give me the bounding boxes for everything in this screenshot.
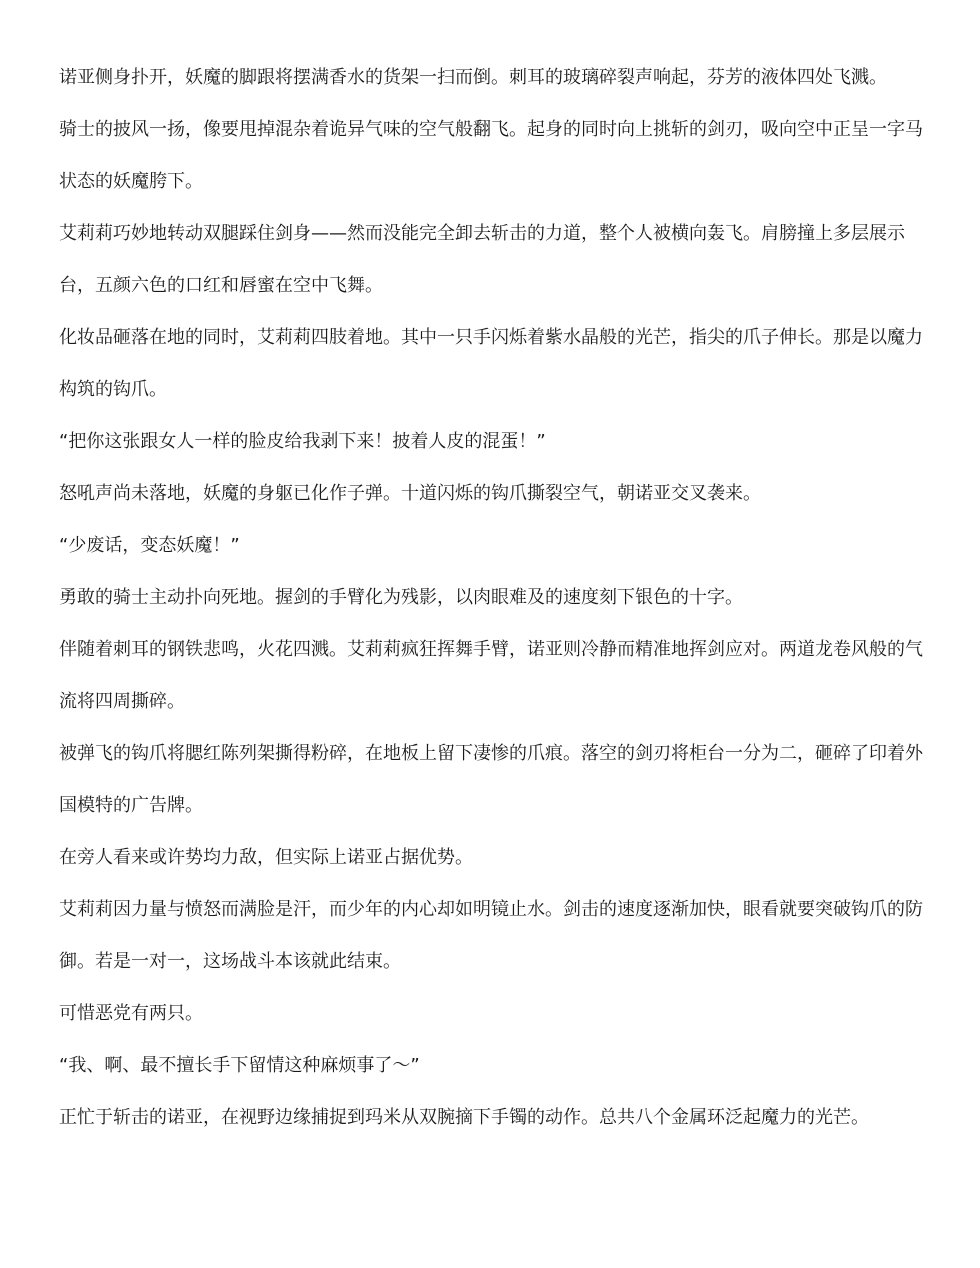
dialogue-line: “少废话，变态妖魔！” bbox=[59, 535, 240, 556]
paragraph: 在旁人看来或许势均力敌，但实际上诺亚占据优势。 bbox=[59, 847, 473, 868]
document-body bbox=[59, 62, 923, 1144]
paragraph: 可惜恶党有两只。 bbox=[59, 1003, 203, 1024]
paragraph: 骑士的披风一扬，像要甩掉混杂着诡异气味的空气般翻飞。起身的同时向上挑斩的剑刃，吸向空中正呈一字马状态的妖魔胯下。 bbox=[59, 119, 923, 192]
paragraph: 正忙于斩击的诺亚，在视野边缘捕捉到玛米从双腕摘下手镯的动作。总共八个金属环泛起魔力的光芒。 bbox=[59, 1107, 869, 1128]
dialogue-line: “我、啊、最不擅长手下留情这种麻烦事了～” bbox=[59, 1055, 420, 1076]
dialogue-line: “把你这张跟女人一样的脸皮给我剥下来！披着人皮的混蛋！” bbox=[59, 431, 546, 452]
paragraph: 诺亚侧身扑开，妖魔的脚跟将摆满香水的货架一扫而倒。刺耳的玻璃碎裂声响起，芬芳的液体四处飞溅。 bbox=[59, 67, 887, 88]
paragraph: 艾莉莉因力量与愤怒而满脸是汗，而少年的内心却如明镜止水。剑击的速度逐渐加快，眼看就要突破钩爪的防御。若是一对一，这场战斗本该就此结束。 bbox=[59, 899, 923, 972]
paragraph: 勇敢的骑士主动扑向死地。握剑的手臂化为残影，以肉眼难及的速度刻下银色的十字。 bbox=[59, 587, 743, 608]
paragraph: 艾莉莉巧妙地转动双腿踩住剑身——然而没能完全卸去斩击的力道，整个人被横向轰飞。肩膀撞上多层展示台，五颜六色的口红和唇蜜在空中飞舞。 bbox=[59, 223, 905, 296]
paragraph: 被弹飞的钩爪将腮红陈列架撕得粉碎，在地板上留下凄惨的爪痕。落空的剑刃将柜台一分为二，砸碎了印着外国模特的广告牌。 bbox=[59, 743, 923, 816]
paragraph: 怒吼声尚未落地，妖魔的身躯已化作子弹。十道闪烁的钩爪撕裂空气，朝诺亚交叉袭来。 bbox=[59, 483, 761, 504]
paragraph: 伴随着刺耳的钢铁悲鸣，火花四溅。艾莉莉疯狂挥舞手臂，诺亚则冷静而精准地挥剑应对。两道龙卷风般的气流将四周撕碎。 bbox=[59, 639, 923, 712]
paragraph: 化妆品砸落在地的同时，艾莉莉四肢着地。其中一只手闪烁着紫水晶般的光芒，指尖的爪子伸长。那是以魔力构筑的钩爪。 bbox=[59, 327, 923, 400]
